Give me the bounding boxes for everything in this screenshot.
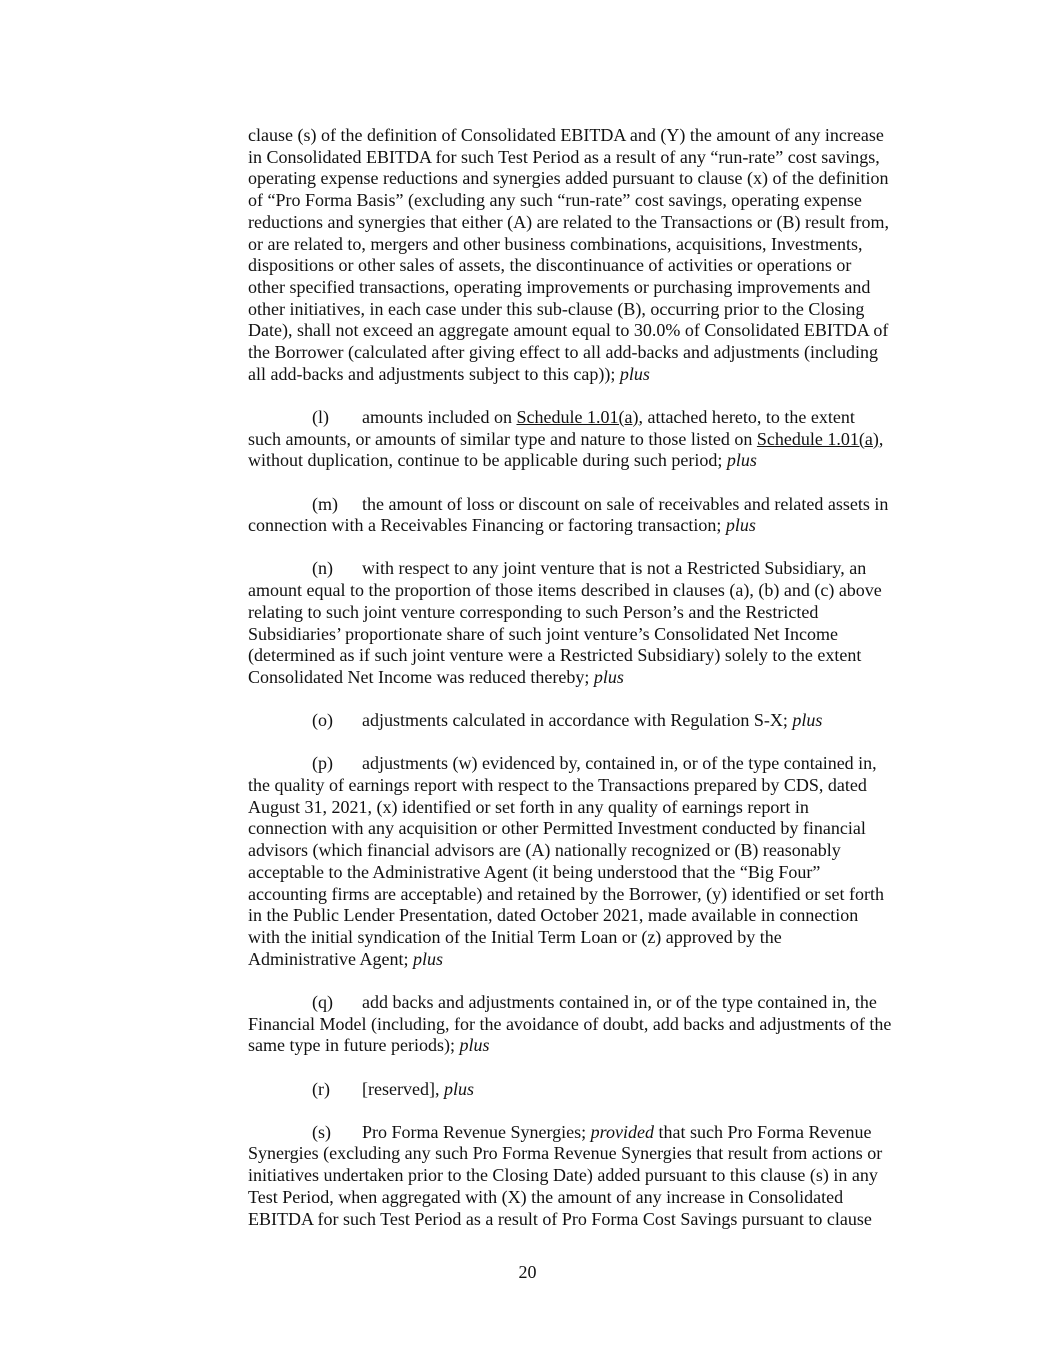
text-line: [248, 558, 938, 580]
clause-r: [248, 1079, 938, 1101]
text-line: [248, 1122, 938, 1144]
text-fragment: adjustments calculated in accordance with Regulation S-X;: [362, 710, 793, 731]
clause-label: (r): [312, 1078, 330, 1099]
text-line: [248, 407, 938, 429]
clause-l: [248, 407, 938, 472]
text-line: operating expense reductions and synergies added pursuant to clause (x) of the definition: [248, 168, 889, 189]
text-line: relating to such joint venture corresponding to such Person’s and the Restricted: [248, 601, 819, 622]
text-line: amount equal to the proportion of those items described in clauses (a), (b) and (c) above: [248, 580, 882, 601]
text-line: advisors (which financial advisors are (A) nationally recognized or (B) reasonably: [248, 840, 841, 861]
clause-label: (m): [312, 493, 338, 514]
text-line: [248, 992, 938, 1014]
text-line: the Borrower (calculated after giving effect to all add-backs and adjustments (including: [248, 342, 878, 363]
text-fragment: [reserved],: [362, 1078, 444, 1099]
text-line: (determined as if such joint venture were a Restricted Subsidiary) solely to the extent: [248, 645, 862, 666]
text-line: dispositions or other sales of assets, the discontinuance of activities or operations or: [248, 255, 852, 276]
text-fragment: Administrative Agent;: [248, 948, 413, 969]
text-line: [248, 429, 938, 451]
clause-o: [248, 710, 938, 732]
text-line: [248, 753, 938, 775]
text-fragment: without duplication, continue to be applicable during such period;: [248, 450, 727, 471]
clause-n: [248, 558, 938, 688]
text-fragment: adjustments (w) evidenced by, contained in, or of the type contained in,: [362, 753, 877, 774]
text-line: [248, 1079, 938, 1101]
text-line: [248, 667, 938, 689]
clause-label: (p): [312, 753, 333, 774]
text-line: other specified transactions, operating improvements or purchasing improvements and: [248, 276, 871, 297]
text-line: or are related to, mergers and other business combinations, acquisitions, Investments,: [248, 233, 863, 254]
text-fragment: the amount of loss or discount on sale of receivables and related assets in: [362, 493, 889, 514]
plus-connector: plus: [459, 1035, 490, 1056]
text-line: [248, 1035, 938, 1057]
text-line: the quality of earnings report with respect to the Transactions prepared by CDS, dated: [248, 775, 867, 796]
plus-connector: plus: [593, 666, 624, 687]
page-number: 20: [518, 1262, 537, 1282]
schedule-reference: Schedule 1.01(a): [756, 428, 879, 449]
text-line: with the initial syndication of the Initial Term Loan or (z) approved by the: [248, 927, 782, 947]
text-line: August 31, 2021, (x) identified or set forth in any quality of earnings report in: [248, 796, 809, 817]
plus-connector: plus: [619, 363, 650, 384]
text-line: EBITDA for such Test Period as a result of Pro Forma Cost Savings pursuant to clause: [248, 1208, 872, 1229]
text-line: [248, 710, 938, 732]
text-line: Test Period, when aggregated with (X) the amount of any increase in Consolidated: [248, 1186, 844, 1207]
text-line: reductions and synergies that either (A) are related to the Transactions or (B) result from,: [248, 211, 889, 232]
clause-label: (q): [312, 991, 333, 1012]
schedule-reference: Schedule 1.01(a): [516, 406, 639, 427]
text-line: Date), shall not exceed an aggregate amount equal to 30.0% of Consolidated EBITDA of: [248, 320, 889, 341]
plus-connector: plus: [792, 710, 823, 731]
text-line: in the Public Lender Presentation, dated October 2021, made available in connection: [248, 905, 859, 926]
text-line: Synergies (excluding any such Pro Forma Revenue Synergies that result from actions or: [248, 1143, 883, 1164]
text-line: accounting firms are acceptable) and retained by the Borrower, (y) identified or set forth: [248, 883, 885, 904]
document-body: [248, 125, 938, 1252]
clause-label: (s): [312, 1121, 331, 1142]
text-line: acceptable to the Administrative Agent (it being understood that the “Big Four”: [248, 861, 821, 882]
clause-s: [248, 1122, 938, 1231]
provided-term: provided: [590, 1121, 654, 1142]
text-line: [248, 494, 938, 516]
text-line: Financial Model (including, for the avoidance of doubt, add backs and adjustments of the: [248, 1013, 892, 1034]
text-line: of “Pro Forma Basis” (excluding any such “run-rate” cost savings, operating expense: [248, 190, 862, 211]
clause-p: [248, 753, 938, 970]
text-line: in Consolidated EBITDA for such Test Period as a result of any “run-rate” cost savings,: [248, 146, 880, 167]
text-line: clause (s) of the definition of Consolidated EBITDA and (Y) the amount of any increase: [248, 125, 884, 145]
text-fragment: that such Pro Forma Revenue: [653, 1121, 872, 1142]
text-line: other initiatives, in each case under this sub-clause (B), occurring prior to the Closing: [248, 298, 865, 319]
text-fragment: amounts included on: [362, 406, 517, 427]
text-fragment: with respect to any joint venture that is not a Restricted Subsidiary, an: [362, 558, 867, 579]
clause-q: [248, 992, 938, 1057]
text-line: connection with any acquisition or other Permitted Investment conducted by financial: [248, 818, 866, 839]
plus-connector: plus: [725, 515, 756, 536]
text-fragment: all add-backs and adjustments subject to this cap));: [248, 363, 616, 384]
text-line: Subsidiaries’ proportionate share of such joint venture’s Consolidated Net Income: [248, 623, 839, 644]
text-fragment: add backs and adjustments contained in, or of the type contained in, the: [362, 991, 877, 1012]
text-fragment: such amounts, or amounts of similar type and nature to those listed on: [248, 428, 757, 449]
text-line: [248, 450, 938, 472]
text-line: initiatives undertaken prior to the Closing Date) added pursuant to this clause (s) in any: [248, 1165, 878, 1186]
text-fragment: , attached hereto, to the extent: [638, 406, 855, 427]
text-fragment: connection with a Receivables Financing or factoring transaction;: [248, 515, 726, 536]
text-fragment: Pro Forma Revenue Synergies;: [362, 1121, 591, 1142]
plus-connector: plus: [443, 1078, 474, 1099]
text-fragment: Consolidated Net Income was reduced thereby;: [248, 666, 594, 687]
text-fragment: same type in future periods);: [248, 1035, 460, 1056]
text-line: [248, 515, 938, 537]
clause-m: [248, 494, 938, 537]
opening-paragraph: [248, 125, 938, 385]
plus-connector: plus: [726, 450, 757, 471]
text-line: [248, 949, 938, 971]
clause-label: (l): [312, 406, 329, 427]
text-fragment: ,: [878, 428, 884, 449]
text-line: [248, 364, 938, 386]
plus-connector: plus: [412, 948, 443, 969]
clause-label: (o): [312, 710, 333, 731]
clause-label: (n): [312, 558, 333, 579]
